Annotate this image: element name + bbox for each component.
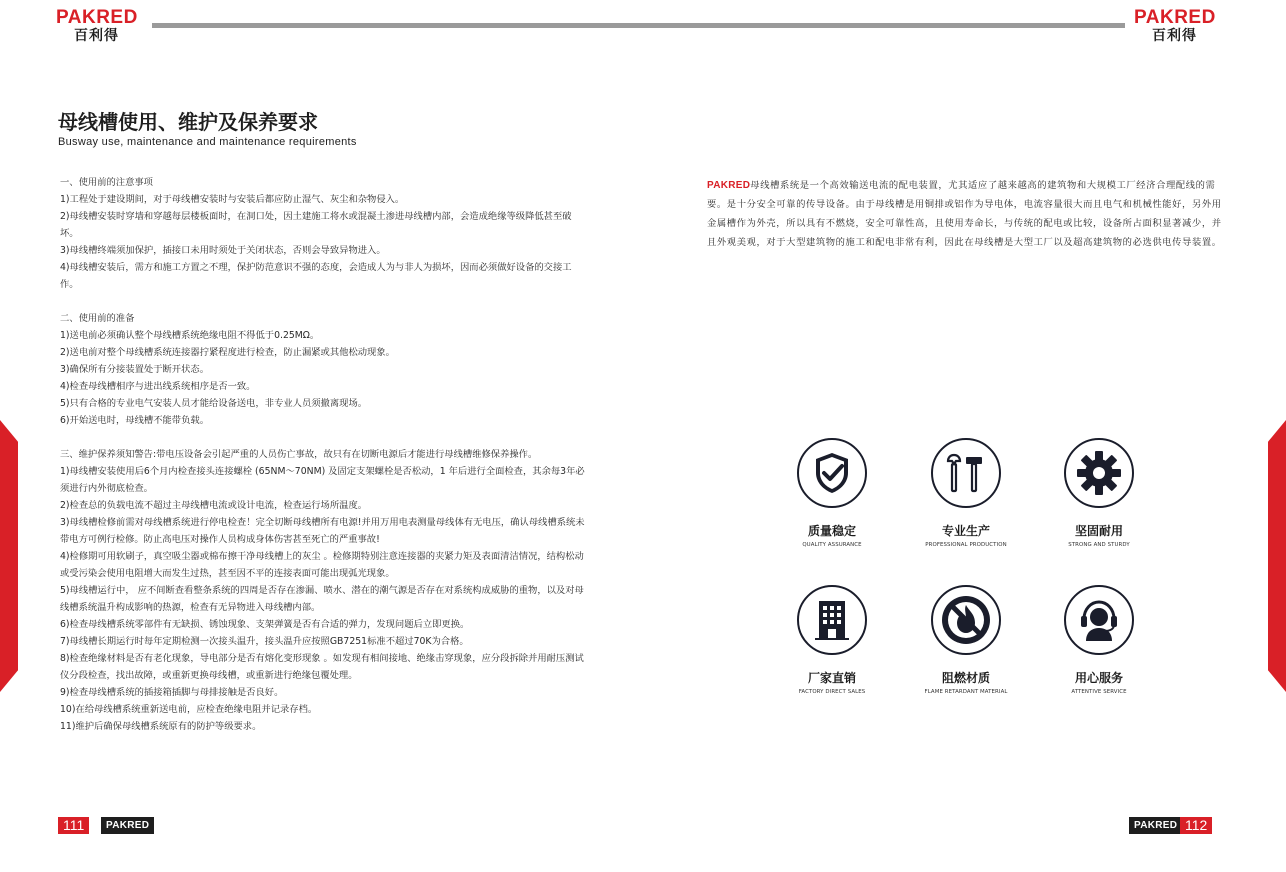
footer-brand-left: PAKRED	[101, 817, 154, 834]
list-item: 1)母线槽安装使用后6个月内检查接头连接螺栓 (65NM～70NM) 及固定支架螺栓是否松动，1 年后进行全面检查，其余每3年必须进行内外彻底检查。	[60, 466, 585, 494]
list-item: 4)检修期可用软刷子，真空吸尘器或棉布擦干净母线槽上的灰尘 。检修期特别注意连接器的夹紧力矩及表面清洁情况，结构松动或受污染会使用电阻增大而发生过热，甚至因不平的连接表面可能出现弧光现象。	[60, 551, 584, 579]
feature-label-en: FACTORY DIRECT SALES	[798, 689, 866, 695]
section-maintenance	[60, 446, 590, 735]
feature-durable	[1029, 438, 1169, 588]
feature-flame-retardant	[896, 585, 1036, 735]
feature-quality	[762, 438, 902, 588]
list-item: 3)确保所有分接装置处于断开状态。	[60, 364, 209, 375]
list-item: 11)维护后确保母线槽系统原有的防护等级要求。	[60, 721, 262, 732]
feature-label-en: QUALITY ASSURANCE	[802, 542, 862, 548]
requirements-text	[60, 174, 590, 752]
shield-check-icon	[808, 449, 856, 497]
list-item: 2)检查总的负载电流不超过主母线槽电流或设计电流，检查运行场所温度。	[60, 500, 368, 511]
feature-label-en: PROFESSIONAL PRODUCTION	[925, 542, 1007, 548]
list-item: 1)工程处于建设期间，对于母线槽安装时与安装后都应防止湿气、灰尘和杂物侵入。	[60, 194, 405, 205]
logo-brand-cn: 百利得	[74, 28, 119, 44]
feature-label-en: STRONG AND STURDY	[1068, 542, 1130, 548]
list-item: 6)检查母线槽系统零部件有无缺损、锈蚀现象、支架弹簧是否有合适的弹力，发现问题后立即更换。	[60, 619, 470, 630]
list-item: 4)母线槽安装后，需方和施工方置之不理，保护防范意识不强的态度，会造成人为与非人为损坏，因而必须做好设备的交接工作。	[60, 262, 572, 290]
list-item: 5)只有合格的专业电气安装人员才能给设备送电，非专业人员须撤离现场。	[60, 398, 368, 409]
feature-label-en: FLAME RETARDANT MATERIAL	[924, 689, 1008, 695]
feature-label: 厂家直销	[807, 671, 856, 685]
section-preparation	[60, 310, 590, 429]
feature-label-en: ATTENTIVE SERVICE	[1071, 689, 1127, 695]
feature-label: 用心服务	[1074, 671, 1123, 685]
no-fire-icon	[939, 593, 993, 647]
logo-left	[56, 8, 148, 48]
section-heading: 二、使用前的准备	[60, 313, 135, 324]
building-icon	[809, 597, 855, 643]
gear-icon	[1074, 448, 1124, 498]
intro-text: 母线槽系统是一个高效输送电流的配电装置，尤其适应了越来越高的建筑物和大规模工厂经济合理配线的需要。是十分安全可靠的传导设备。由于母线槽是用铜排或铝作为导电体，电流容量很大而且电气和机械性能好，另外用金属槽作为外壳，所以具有不燃烧，安全可靠性高，且使用寿命长，与传统的配电或比较，设备所占面积显著减少，并且外观美观，对于大型建筑物的施工和配电非常有利，因此在母线槽是大型工厂以及超高建筑物的必选供电传导装置。	[707, 180, 1222, 248]
side-accent-left	[0, 420, 18, 692]
feature-label: 质量稳定	[807, 524, 856, 538]
list-item: 3)母线槽终端须加保护，插接口未用时须处于关闭状态，否则会导致异物进入。	[60, 245, 386, 256]
list-item: 6)开始送电时，母线槽不能带负载。	[60, 415, 209, 426]
headset-agent-icon	[1074, 595, 1124, 645]
logo-brand-cn: 百利得	[1152, 28, 1197, 44]
footer-brand-right: PAKRED	[1129, 817, 1182, 834]
logo-brand: PAKRED	[56, 7, 138, 28]
list-item: 7)母线槽长期运行时每年定期检测一次接头温升，接头温升应按照GB7251标准不超过70K为合格。	[60, 636, 469, 647]
side-accent-right	[1268, 420, 1286, 692]
list-item: 4)检查母线槽相序与进出线系统相序是否一致。	[60, 381, 256, 392]
list-item: 5)母线槽运行中， 应不间断查看整条系统的四周是否存在渗漏、喷水、潜在的潮气源是否存在对系统构成威胁的重物，以及对母线槽系统温升构成影响的热源，检查有无异物进入母线槽内部。	[60, 585, 584, 613]
logo-brand: PAKRED	[1134, 7, 1216, 28]
section-heading: 一、使用前的注意事项	[60, 177, 153, 188]
list-item: 8)检查绝缘材料是否有老化现象，导电部分是否有熔化变形现象 。如发现有相间接地、绝缘击穿现象，应分段拆除并用耐压测试仪分段检查，找出故障，或重新更换母线槽，或重新进行绝缘包覆处理。	[60, 653, 584, 681]
page-subtitle: Busway use, maintenance and maintenance requirements	[58, 136, 357, 148]
intro-brand: PAKRED	[707, 180, 751, 191]
list-item: 10)在给母线槽系统重新送电前，应检查绝缘电阻并记录存档。	[60, 704, 318, 715]
list-item: 2)送电前对整个母线槽系统连接器拧紧程度进行检查，防止漏紧或其他松动现象。	[60, 347, 395, 358]
page-title: 母线槽使用、维护及保养要求	[58, 110, 318, 134]
feature-label: 阻燃材质	[941, 671, 990, 685]
feature-label: 专业生产	[941, 524, 990, 538]
header-rule	[152, 23, 1125, 28]
intro-paragraph	[707, 176, 1227, 252]
page-number-left: 111	[58, 817, 89, 834]
page-number-right: 112	[1180, 817, 1212, 834]
feature-label: 坚固耐用	[1074, 524, 1123, 538]
feature-service	[1029, 585, 1169, 735]
list-item: 9)检查母线槽系统的插接箱插脚与母排接触是否良好。	[60, 687, 284, 698]
list-item: 2)母线槽安装时穿墙和穿越每层楼板面时，在洞口处，因土建施工将水或混凝土渗进母线槽内部，会造成绝缘等级降低甚至破坏。	[60, 211, 572, 239]
feature-production	[896, 438, 1036, 588]
logo-right	[1134, 8, 1226, 48]
list-item: 1)送电前必须确认整个母线槽系统绝缘电阻不得低于0.25MΩ。	[60, 330, 320, 341]
section-before-use	[60, 174, 590, 293]
feature-factory-direct	[762, 585, 902, 735]
list-item: 3)母线槽检修前需对母线槽系统进行停电检查！完全切断母线槽所有电源!并用万用电表测量母线体有无电压，确认母线槽系统未带电方可例行检修。防止高电压对操作人员构成身体伤害甚至死亡的严重事故!	[60, 517, 585, 545]
tools-icon	[942, 449, 990, 497]
section-heading: 三、维护保养须知警告:带电压设备会引起严重的人员伤亡事故，故只有在切断电源后才能进行母线槽维修保养操作。	[60, 449, 538, 460]
